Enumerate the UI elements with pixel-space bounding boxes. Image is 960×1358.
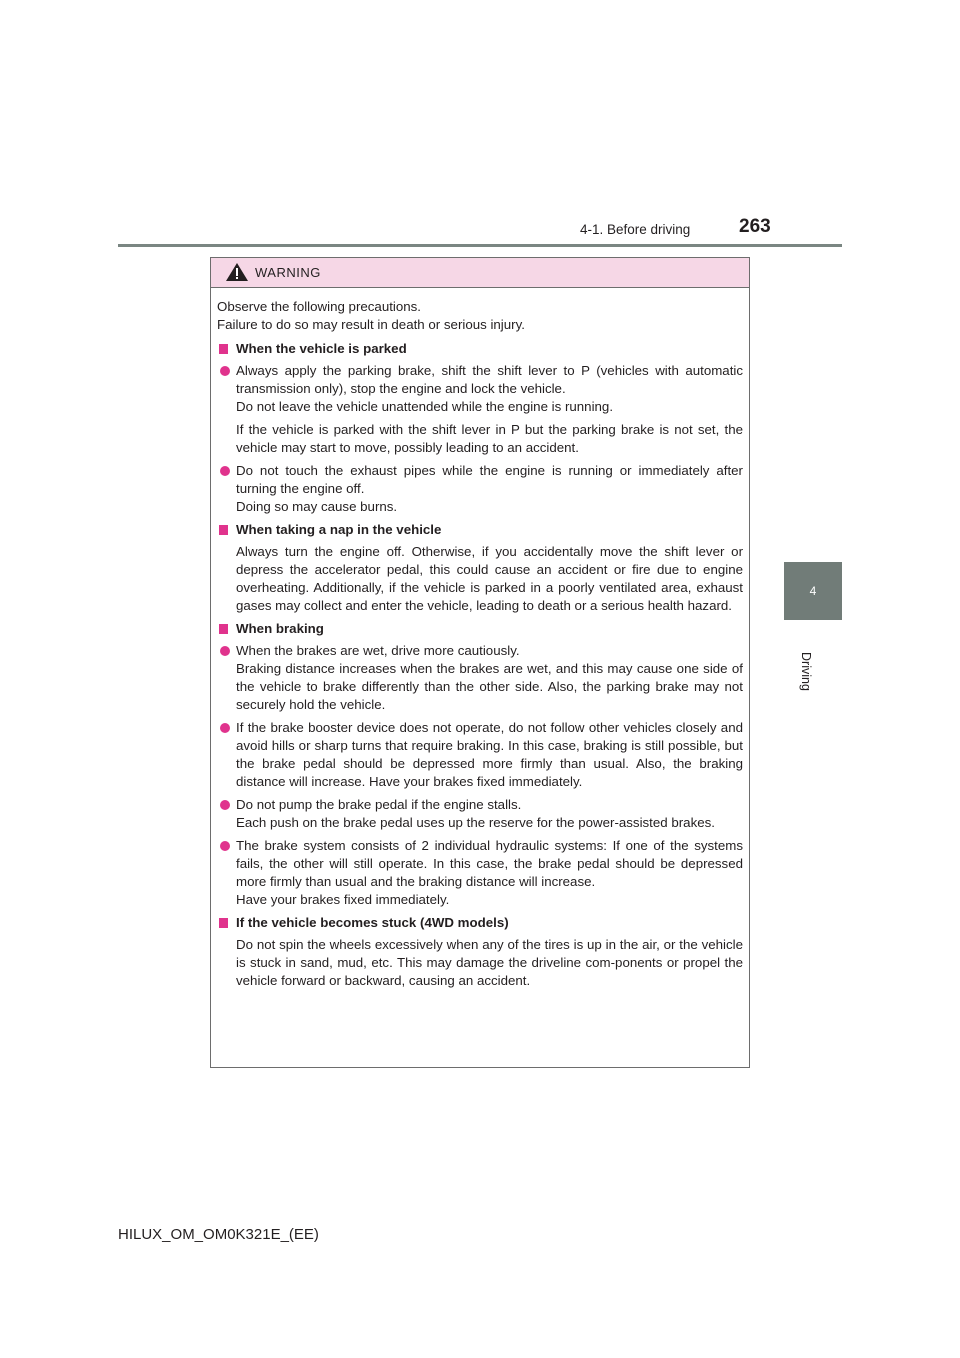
warning-title: WARNING: [255, 265, 321, 280]
circle-bullet-icon: [220, 800, 230, 810]
square-bullet-icon: [219, 624, 228, 634]
warning-triangle-icon: [226, 263, 248, 281]
circle-bullet-icon: [220, 723, 230, 733]
item-text: Doing so may cause burns.: [236, 499, 398, 514]
item-note: If the vehicle is parked with the shift lever in P but the parking brake is not set, the vehicle may start to move, possibly leading to an accident.: [236, 422, 743, 455]
circle-bullet-icon: [220, 646, 230, 656]
section-title-stuck: [217, 914, 743, 932]
section-title-nap: [217, 521, 743, 539]
intro-line: Failure to do so may result in death or serious injury.: [217, 317, 525, 332]
item-text: Do not pump the brake pedal if the engine stalls.: [236, 797, 522, 812]
circle-bullet-icon: [220, 841, 230, 851]
header-rule: [118, 244, 842, 247]
circle-bullet-icon: [220, 466, 230, 476]
list-item: [217, 462, 743, 516]
section-title-text: When braking: [236, 621, 324, 636]
square-bullet-icon: [219, 344, 228, 354]
footer-code: HILUX_OM_OM0K321E_(EE): [118, 1226, 319, 1243]
circle-bullet-icon: [220, 366, 230, 376]
section-title-braking: [217, 620, 743, 638]
section-text: Always turn the engine off. Otherwise, if you accidentally move the shift lever or depress the accelerator pedal, this could cause an accident or fire due to engine overheating. Additionally, if the vehicle is parked in a poorly ventilated area, exhaust gases may collect and enter the vehicle, leading to death or a serious health hazard.: [236, 544, 743, 613]
square-bullet-icon: [219, 525, 228, 535]
item-text: Braking distance increases when the brakes are wet, and this may cause one side of the vehicle to brake differently than the other side. Also, the parking brake may not securely hold the vehicle.: [236, 661, 743, 712]
list-item: [217, 362, 743, 416]
section-title-parked: [217, 340, 743, 358]
item-text: When the brakes are wet, drive more cautiously.: [236, 643, 520, 658]
chapter-label: Driving: [799, 652, 813, 691]
warning-body: [211, 288, 749, 990]
list-item: [217, 642, 743, 714]
item-text: Do not touch the exhaust pipes while the engine is running or immediately after turning the engine off.: [236, 463, 743, 496]
item-text: Do not leave the vehicle unattended while the engine is running.: [236, 399, 614, 414]
warning-box: [210, 257, 750, 1068]
item-text: If the brake booster device does not operate, do not follow other vehicles closely and avoid hills or sharp turns that require braking. In this case, braking is still possible, but the brake pedal should be depressed more firmly than usual. Also, the braking distance will increase. Have your brakes fixed immediately.: [236, 720, 743, 789]
item-text: Each push on the brake pedal uses up the reserve for the power-assisted brakes.: [236, 815, 715, 830]
page-number: 263: [739, 216, 771, 237]
square-bullet-icon: [219, 918, 228, 928]
list-item: [217, 837, 743, 909]
intro: [217, 298, 743, 334]
section-title-text: When the vehicle is parked: [236, 341, 407, 356]
chapter-tab[interactable]: 4: [784, 562, 842, 620]
item-text: Always apply the parking brake, shift the shift lever to P (vehicles with automatic transmission only), stop the engine and lock the vehicle.: [236, 363, 743, 396]
warning-header: [211, 258, 749, 288]
item-text: The brake system consists of 2 individual hydraulic systems: If one of the systems fails, the other will still operate. In this case, the brake pedal should be depressed more firmly than usual and the braking distance will increase.: [236, 838, 743, 889]
section-title-text: If the vehicle becomes stuck (4WD models): [236, 915, 509, 930]
header-section: 4-1. Before driving: [580, 222, 691, 237]
list-item: [217, 719, 743, 791]
item-text: Have your brakes fixed immediately.: [236, 892, 450, 907]
list-item: [217, 796, 743, 832]
section-text: Do not spin the wheels excessively when any of the tires is up in the air, or the vehicle is stuck in sand, mud, etc. This may damage the driveline com-ponents or propel the vehicle forward or backward, causing an accident.: [236, 937, 743, 988]
intro-line: Observe the following precautions.: [217, 299, 421, 314]
section-title-text: When taking a nap in the vehicle: [236, 522, 442, 537]
